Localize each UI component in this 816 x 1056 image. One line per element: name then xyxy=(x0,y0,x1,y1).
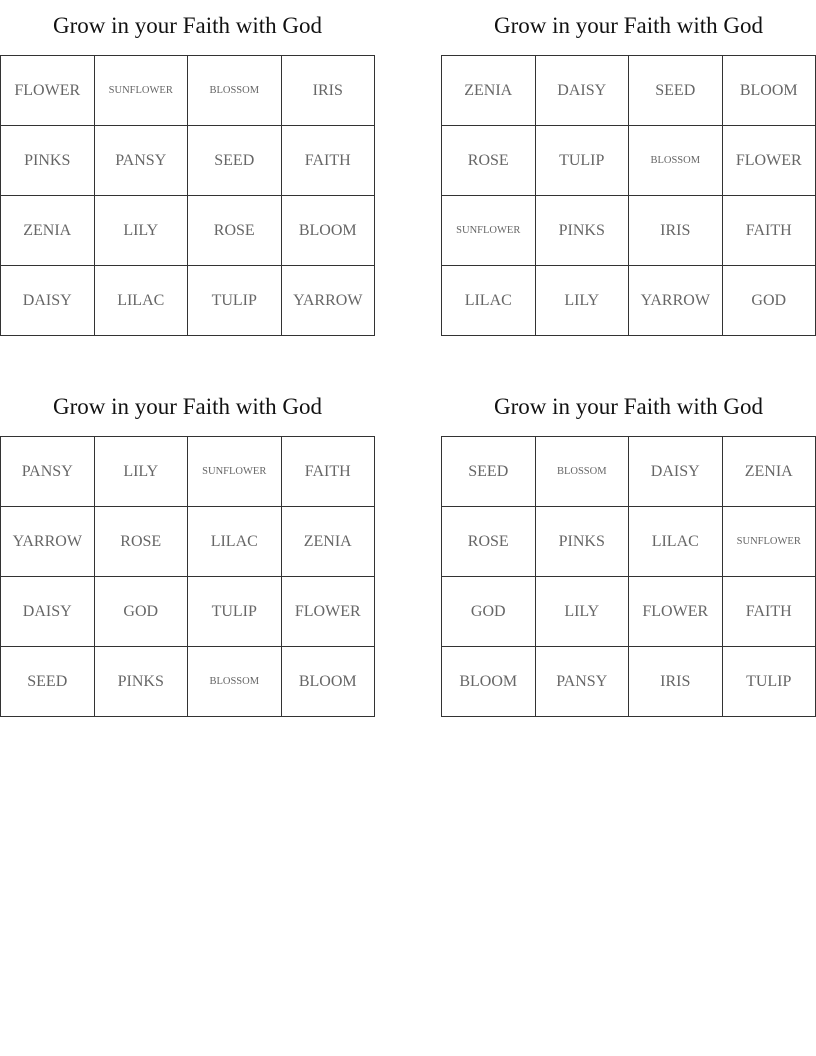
grid-cell: GOD xyxy=(442,577,536,647)
grid-cell: BLOOM xyxy=(281,647,375,717)
grid-cell: ZENIA xyxy=(281,507,375,577)
grid-cell: LILY xyxy=(94,437,188,507)
grid-cell: BLOOM xyxy=(442,647,536,717)
grid-cell: ROSE xyxy=(94,507,188,577)
grid-cell: SUNFLOWER xyxy=(188,437,282,507)
grid-cell: LILAC xyxy=(94,266,188,336)
grid-row xyxy=(442,56,816,126)
grid-cell: IRIS xyxy=(629,196,723,266)
bingo-card-3 xyxy=(0,381,375,717)
grid-row xyxy=(1,196,375,266)
grid-cell: SEED xyxy=(629,56,723,126)
card-title: Grow in your Faith with God xyxy=(494,13,763,38)
grid-cell: SUNFLOWER xyxy=(94,56,188,126)
grid-cell: LILY xyxy=(535,577,629,647)
grid-cell: TULIP xyxy=(722,647,816,717)
grid-cell: LILY xyxy=(94,196,188,266)
grid-cell: ZENIA xyxy=(442,56,536,126)
grid-cell: TULIP xyxy=(535,126,629,196)
grid-cell: SEED xyxy=(188,126,282,196)
grid-cell: FLOWER xyxy=(281,577,375,647)
grid-cell: LILY xyxy=(535,266,629,336)
grid-cell: DAISY xyxy=(629,437,723,507)
grid-row xyxy=(1,437,375,507)
grid-cell: ROSE xyxy=(442,507,536,577)
grid-cell: PINKS xyxy=(535,507,629,577)
bingo-grid xyxy=(441,436,816,717)
grid-cell: GOD xyxy=(94,577,188,647)
grid-row xyxy=(1,647,375,717)
grid-row xyxy=(442,577,816,647)
grid-cell: TULIP xyxy=(188,266,282,336)
grid-row xyxy=(442,266,816,336)
grid-row xyxy=(442,437,816,507)
grid-cell: BLOSSOM xyxy=(188,56,282,126)
grid-cell: YARROW xyxy=(281,266,375,336)
grid-cell: PANSY xyxy=(1,437,95,507)
grid-cell: SEED xyxy=(1,647,95,717)
grid-cell: PINKS xyxy=(535,196,629,266)
grid-cell: FAITH xyxy=(722,577,816,647)
grid-cell: PANSY xyxy=(535,647,629,717)
grid-cell: IRIS xyxy=(629,647,723,717)
card-title: Grow in your Faith with God xyxy=(53,394,322,419)
grid-cell: FAITH xyxy=(281,126,375,196)
grid-cell: LILAC xyxy=(188,507,282,577)
grid-cell: DAISY xyxy=(1,266,95,336)
grid-cell: BLOSSOM xyxy=(535,437,629,507)
grid-cell: PANSY xyxy=(94,126,188,196)
grid-cell: ZENIA xyxy=(1,196,95,266)
bingo-card-4 xyxy=(441,381,816,717)
bingo-grid xyxy=(0,436,375,717)
grid-cell: LILAC xyxy=(442,266,536,336)
grid-row xyxy=(1,577,375,647)
grid-row xyxy=(1,126,375,196)
grid-cell: ROSE xyxy=(188,196,282,266)
grid-cell: TULIP xyxy=(188,577,282,647)
grid-row xyxy=(1,56,375,126)
bingo-card-1 xyxy=(0,0,375,336)
grid-cell: BLOOM xyxy=(281,196,375,266)
grid-row xyxy=(1,507,375,577)
grid-cell: BLOOM xyxy=(722,56,816,126)
grid-cell: ROSE xyxy=(442,126,536,196)
grid-cell: DAISY xyxy=(1,577,95,647)
grid-cell: ZENIA xyxy=(722,437,816,507)
bingo-grid xyxy=(441,55,816,336)
grid-cell: FAITH xyxy=(722,196,816,266)
grid-cell: SEED xyxy=(442,437,536,507)
grid-cell: FAITH xyxy=(281,437,375,507)
bingo-grid xyxy=(0,55,375,336)
grid-cell: SUNFLOWER xyxy=(722,507,816,577)
grid-row xyxy=(442,196,816,266)
grid-cell: BLOSSOM xyxy=(629,126,723,196)
grid-row xyxy=(1,266,375,336)
grid-cell: FLOWER xyxy=(722,126,816,196)
grid-cell: FLOWER xyxy=(1,56,95,126)
card-title: Grow in your Faith with God xyxy=(53,13,322,38)
grid-cell: YARROW xyxy=(629,266,723,336)
grid-cell: LILAC xyxy=(629,507,723,577)
bingo-card-2 xyxy=(441,0,816,336)
grid-cell: BLOSSOM xyxy=(188,647,282,717)
grid-cell: YARROW xyxy=(1,507,95,577)
grid-row xyxy=(442,647,816,717)
grid-cell: FLOWER xyxy=(629,577,723,647)
grid-cell: PINKS xyxy=(1,126,95,196)
grid-cell: PINKS xyxy=(94,647,188,717)
grid-cell: GOD xyxy=(722,266,816,336)
card-title: Grow in your Faith with God xyxy=(494,394,763,419)
grid-row xyxy=(442,507,816,577)
grid-row xyxy=(442,126,816,196)
grid-cell: DAISY xyxy=(535,56,629,126)
grid-cell: IRIS xyxy=(281,56,375,126)
grid-cell: SUNFLOWER xyxy=(442,196,536,266)
